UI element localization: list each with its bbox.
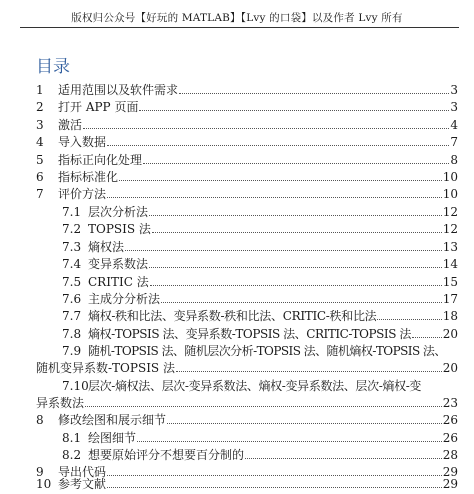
toc-entry-number: 4 [36,135,44,149]
toc-entry-7-2[interactable] [62,221,458,237]
toc-entry-number: 7 [36,187,44,201]
toc-entry-number: 8.2 [62,448,82,462]
dot-leader [85,406,442,407]
toc-entry-number: 7.8 [62,327,82,341]
toc-entry-number: 7.10 [62,379,89,393]
toc-entry-number: 7.3 [62,240,82,254]
toc-entry-3[interactable] [36,117,458,133]
toc-entry-6[interactable] [36,169,458,185]
dot-leader [167,423,442,424]
dot-leader [245,458,442,459]
toc-entry-title: 主成分分析法 [88,292,161,306]
toc-entry-title-continuation: 随机变异系数-TOPSIS 法 [36,361,175,375]
dot-leader [377,319,441,320]
toc-entry-page: 17 [442,292,458,306]
dot-leader [107,487,442,488]
toc-entry-title: 层次-熵权法、层次-变异系数法、熵权-变异系数法、层次-熵权-变 [88,379,422,393]
toc-entry-page: 3 [450,100,458,114]
toc-entry-page: 14 [442,257,458,271]
toc-entry-title: 变异系数法 [88,257,149,271]
dot-leader [107,145,449,146]
toc-entry-title: 熵权-TOPSIS 法、变异系数-TOPSIS 法、CRITIC-TOPSIS 法 [88,327,411,341]
toc-entry-7-6[interactable] [62,291,458,307]
toc-entry-title: 激活 [58,118,83,132]
toc-entry-title: 修改绘图和展示细节 [58,413,167,427]
toc-entry-title: TOPSIS 法 [88,222,151,236]
toc-entry-page: 29 [442,465,458,479]
toc-entry-page: 26 [442,413,458,427]
toc-entry-page: 12 [442,205,458,219]
toc-entry-number: 9 [36,465,44,479]
toc-entry-7-9-line2[interactable] [36,360,458,376]
toc-entry-title-continuation: 异系数法 [36,396,85,410]
dot-leader [83,128,449,129]
toc-entry-7-5[interactable] [62,274,458,290]
toc-entry-number: 5 [36,153,44,167]
toc-entry-number: 8.1 [62,431,82,445]
toc-entry-page: 13 [442,240,458,254]
toc-entry-page: 7 [450,135,458,149]
toc-entry-page: 18 [442,309,458,323]
dot-leader [125,250,442,251]
toc-entry-7-7[interactable] [62,308,458,324]
toc-entry-7-4[interactable] [62,256,458,272]
dot-leader [412,337,442,338]
toc-entry-title: 熵权-秩和比法、变异系数-秩和比法、CRITIC-秩和比法 [88,309,377,323]
toc-entry-page: 4 [450,118,458,132]
toc-entry-page: 10 [442,187,458,201]
toc-entry-page: 29 [442,477,458,491]
dot-leader [149,215,442,216]
toc-entry-7-3[interactable] [62,239,458,255]
toc-entry-7-9-line1[interactable] [62,343,458,359]
toc-entry-7-1[interactable] [62,204,458,220]
toc-entry-title: 熵权法 [88,240,125,254]
toc-entry-8-1[interactable] [62,430,458,446]
toc-entry-page: 15 [442,275,458,289]
toc-entry-title: 适用范围以及软件需求 [58,83,179,97]
toc-entry-title: 评价方法 [58,187,107,201]
toc-entry-page: 28 [442,448,458,462]
toc-entry-1[interactable] [36,82,458,98]
toc-entry-page: 10 [442,170,458,184]
toc-entry-page: 12 [442,222,458,236]
dot-leader [161,302,442,303]
toc-entry-8[interactable] [36,412,458,428]
toc-entry-7-8[interactable] [62,326,458,342]
toc-entry-title: 指标正向化处理 [58,153,143,167]
toc-entry-page: 8 [450,153,458,167]
toc-entry-page: 20 [442,361,458,375]
toc-entry-8-2[interactable] [62,447,458,463]
toc-entry-page: 26 [442,431,458,445]
dot-leader [150,285,442,286]
toc-entry-title: 随机-TOPSIS 法、随机层次分析-TOPSIS 法、随机熵权-TOPSIS 法、 [88,344,446,358]
toc-entry-7[interactable] [36,186,458,202]
toc-entry-number: 7.9 [62,344,82,358]
toc-entry-number: 3 [36,118,44,132]
toc-entry-page: 23 [442,396,458,410]
toc-entry-title: 想要原始评分不想要百分制的 [88,448,245,462]
toc-entry-page: 20 [442,327,458,341]
toc-entry-title: 绘图细节 [88,431,137,445]
toc-entry-7-10-line2[interactable] [36,395,458,411]
toc-entry-number: 6 [36,170,44,184]
toc-entry-7-10-line1[interactable] [62,378,458,394]
toc-entry-number: 7.1 [62,205,82,219]
toc-entry-number: 7.7 [62,309,82,323]
dot-leader [137,441,442,442]
toc-entry-number: 7.6 [62,292,82,306]
toc-entry-title: CRITIC 法 [88,275,149,289]
toc-entry-number: 7.5 [62,275,82,289]
dot-leader [179,93,449,94]
dot-leader [152,232,442,233]
toc-entry-title: 参考文献 [58,477,107,491]
toc-entry-title: 打开 APP 页面 [58,100,139,114]
dot-leader [119,180,442,181]
toc-entry-10[interactable] [36,476,458,492]
toc-entry-number: 1 [36,83,44,97]
page-header: 版权归公众号【好玩的 MATLAB】【Lvy 的口袋】以及作者 Lvy 所有 [71,12,403,24]
toc-entry-number: 2 [36,100,44,114]
toc-entry-number: 7.2 [62,222,82,236]
toc-entry-4[interactable] [36,134,458,150]
toc-entry-number: 10 [36,477,52,491]
toc-entry-number: 8 [36,413,44,427]
toc-entry-title: 导出代码 [58,465,107,479]
header-divider [20,27,459,28]
dot-leader [176,371,442,372]
toc-entry-5[interactable] [36,152,458,168]
toc-entry-2[interactable] [36,99,458,115]
dot-leader [107,197,442,198]
dot-leader [143,163,449,164]
toc-entry-title: 层次分析法 [88,205,149,219]
toc-entry-number: 7.4 [62,257,82,271]
toc-entry-page: 3 [450,83,458,97]
toc-title: 目录 [36,57,70,77]
toc-entry-title: 指标标准化 [58,170,119,184]
toc-entry-title: 导入数据 [58,135,107,149]
dot-leader [139,110,449,111]
dot-leader [149,267,442,268]
